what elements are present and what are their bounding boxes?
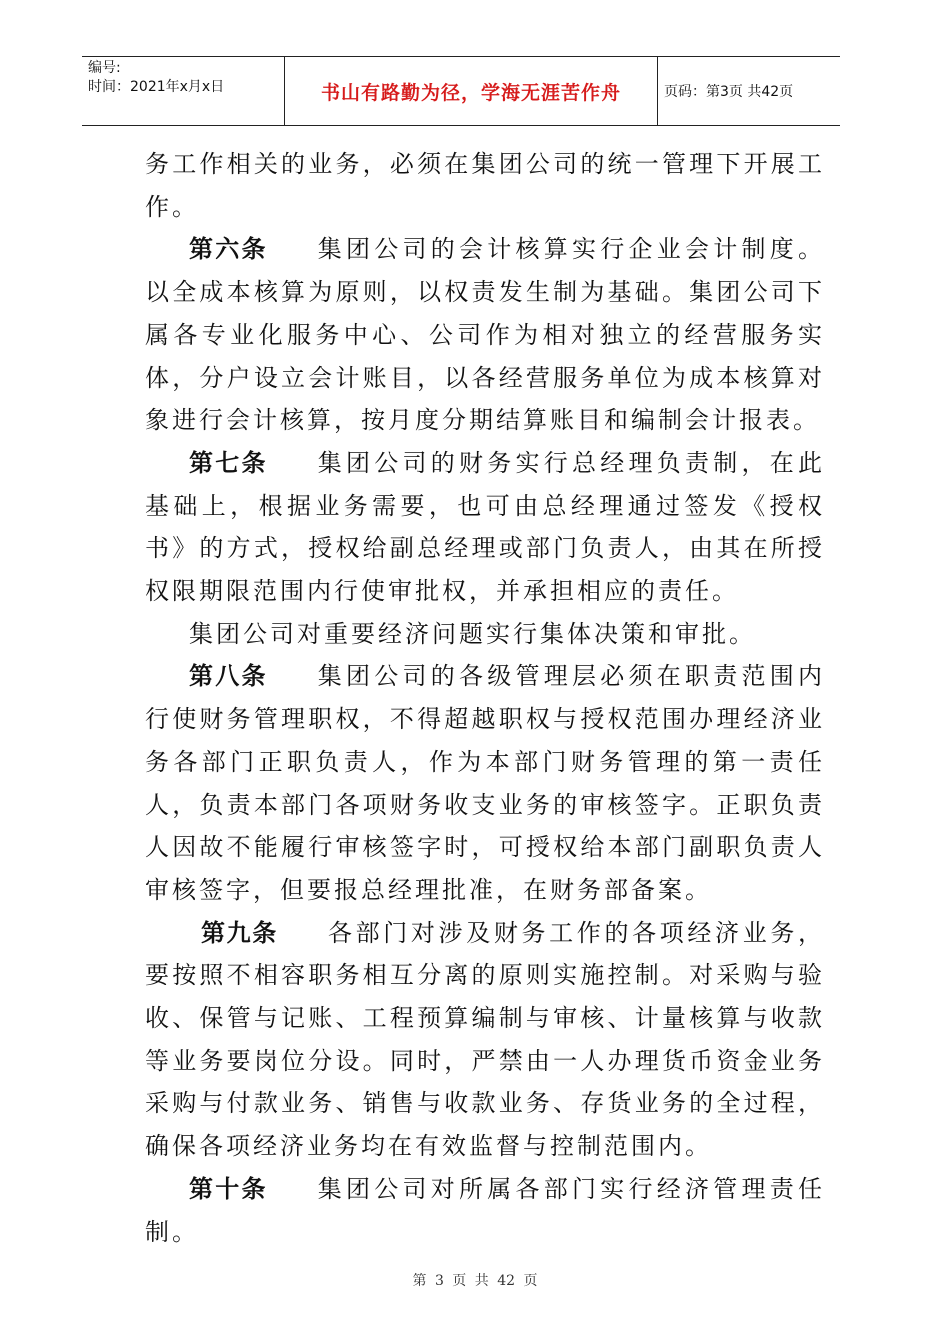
article-paragraph: [145, 442, 825, 613]
document-date: 时间：2021年x月x日: [88, 79, 225, 95]
header-page-info: 页码：第3页 共42页: [664, 84, 794, 100]
article-paragraph: [145, 912, 825, 1168]
article-heading: 第七条: [189, 448, 268, 477]
paragraph-text: 集团公司的会计核算实行企业会计制度。以全成本核算为原则，以权责发生制为基础。集团公司下属各专业化服务中心、公司作为相对独立的经营服务实体，分户设立会计账目，以各经营服务单位为成本核算对象进行会计核算，按月度分期结算账目和编制会计报表。: [145, 235, 825, 435]
article-paragraph: [145, 228, 825, 442]
article-heading: 第六条: [189, 235, 268, 264]
paragraph: [145, 613, 825, 656]
page-header: [82, 56, 840, 126]
article-paragraph: [145, 1168, 825, 1253]
header-divider: [657, 57, 658, 125]
article-heading: 第十条: [189, 1174, 268, 1203]
document-number-label: 编号:: [88, 60, 121, 76]
header-meta: [88, 59, 283, 97]
page-footer: 第 3 页 共 42 页: [412, 1273, 538, 1289]
article-heading: 第九条: [201, 918, 278, 947]
header-motto: 书山有路勤为径，学海无涯苦作舟: [320, 81, 621, 104]
paragraph-text: 集团公司对重要经济问题实行集体决策和审批。: [189, 619, 756, 648]
paragraph-text: 务工作相关的业务，必须在集团公司的统一管理下开展工作。: [145, 150, 825, 221]
article-heading: 第八条: [189, 662, 268, 691]
paragraph-text: 集团公司对所属各部门实行经济管理责任制。: [145, 1174, 825, 1246]
article-paragraph: [145, 655, 825, 911]
document-body: [145, 143, 825, 1253]
paragraph: [145, 143, 825, 228]
paragraph-text: 各部门对涉及财务工作的各项经济业务，要按照不相容职务相互分离的原则实施控制。对采购与验收、保管与记账、工程预算编制与审核、计量核算与收款等业务要岗位分设。同时，严禁由一人办理货币资金业务采购与付款业务、销售与收款业务、存货业务的全过程，确保各项经济业务均在有效监督与控制范围内。: [145, 918, 826, 1161]
paragraph-text: 集团公司的各级管理层必须在职责范围内行使财务管理职权，不得超越职权与授权范围办理经济业务各部门正职负责人，作为本部门财务管理的第一责任人，负责本部门各项财务收支业务的审核签字。正职负责人因故不能履行审核签字时，可授权给本部门副职负责人审核签字，但要报总经理批准，在财务部备案。: [145, 662, 825, 904]
paragraph-text: 集团公司的财务实行总经理负责制，在此基础上，根据业务需要，也可由总经理通过签发《授权书》的方式，授权给副总经理或部门负责人，由其在所授权限期限范围内行使审批权，并承担相应的责任。: [145, 448, 825, 606]
